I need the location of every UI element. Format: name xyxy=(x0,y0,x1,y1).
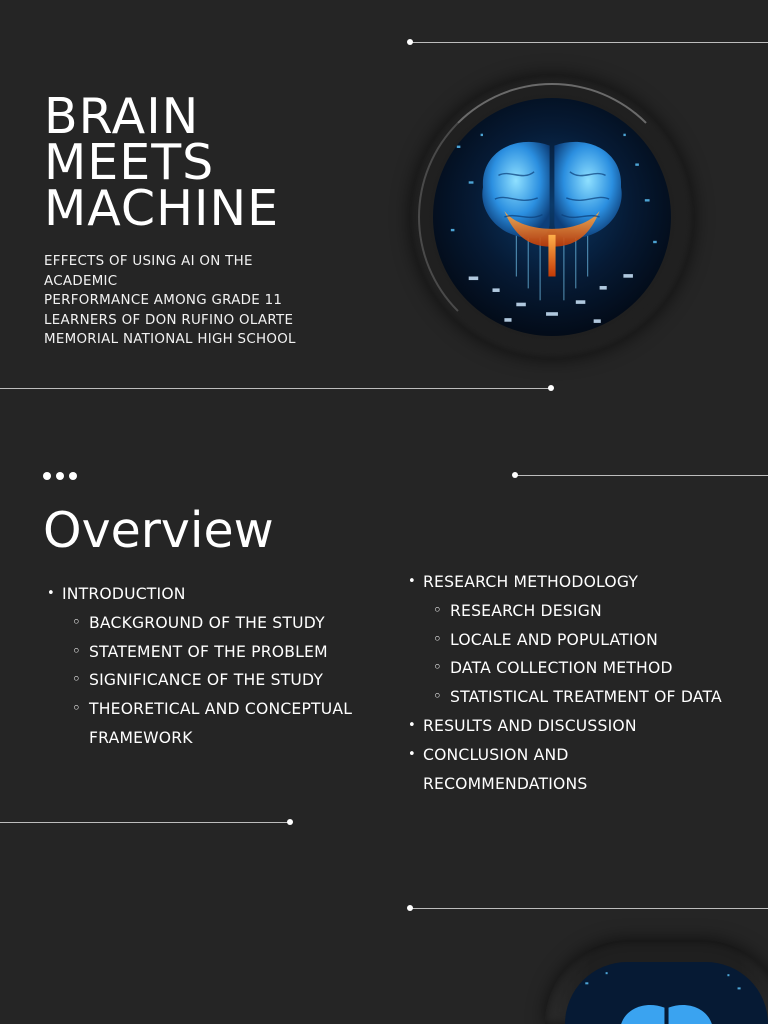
ellipsis-icon xyxy=(43,472,77,480)
subtitle-line: ACADEMIC xyxy=(44,273,118,289)
divider-mid-left xyxy=(0,388,551,389)
list-item xyxy=(44,666,384,695)
divider-dot xyxy=(287,819,293,825)
brain-circuit-image xyxy=(433,98,671,336)
list-item xyxy=(44,580,384,609)
divider-overview-right xyxy=(515,475,768,476)
list-item-text: RESEARCH METHODOLOGY xyxy=(423,573,639,591)
divider-lower-left xyxy=(0,822,290,823)
list-item-text-cont: RECOMMENDATIONS xyxy=(423,774,588,793)
overview-heading: Overview xyxy=(43,502,274,559)
list-item xyxy=(44,695,384,753)
overview-list-right xyxy=(405,568,750,798)
title-line: MACHINE xyxy=(44,180,280,237)
list-item xyxy=(405,712,750,741)
list-item-text: BACKGROUND OF THE STUDY xyxy=(89,613,325,632)
list-item xyxy=(405,654,750,683)
page-title xyxy=(44,88,280,237)
divider-top-right xyxy=(410,42,768,43)
list-item-text: ◦ THEORETICAL AND CONCEPTUAL xyxy=(89,700,353,719)
title-line: BRAIN xyxy=(44,88,200,145)
list-item xyxy=(405,626,750,655)
subtitle-line: PERFORMANCE AMONG GRADE 11 xyxy=(44,293,283,309)
list-item-text: STATISTICAL TREATMENT OF DATA xyxy=(450,688,722,707)
brain-circuit-image xyxy=(565,962,768,1024)
subtitle-line: LEARNERS OF DON RUFINO OLARTE xyxy=(44,312,294,328)
subtitle-line: EFFECTS OF USING AI ON THE xyxy=(44,254,253,269)
subtitle xyxy=(44,252,324,350)
brain-icon xyxy=(565,962,768,1024)
list-item-text: INTRODUCTION xyxy=(62,585,186,603)
list-item xyxy=(405,683,750,712)
divider-dot xyxy=(512,472,518,478)
title-line: MEETS xyxy=(44,134,215,191)
list-item xyxy=(405,568,750,597)
list-item-text: SIGNIFICANCE OF THE STUDY xyxy=(89,671,324,690)
list-item xyxy=(405,741,750,799)
list-item-text: RESULTS AND DISCUSSION xyxy=(423,716,637,735)
divider-dot xyxy=(548,385,554,391)
list-item-text: LOCALE AND POPULATION xyxy=(450,630,659,649)
brain-icon xyxy=(433,98,671,336)
subtitle-line: MEMORIAL NATIONAL HIGH SCHOOL xyxy=(44,332,296,348)
list-item xyxy=(44,609,384,638)
divider-dot xyxy=(407,39,413,45)
divider-dot xyxy=(407,905,413,911)
list-item-text: STATEMENT OF THE PROBLEM xyxy=(89,642,328,661)
list-item-text: RESEARCH DESIGN xyxy=(450,601,602,620)
list-item xyxy=(405,597,750,626)
divider-bottom-right xyxy=(410,908,768,909)
list-item-text: • CONCLUSION AND xyxy=(423,745,569,764)
overview-list-left xyxy=(44,580,384,753)
list-item-text: DATA COLLECTION METHOD xyxy=(450,659,673,678)
list-item-text-cont: FRAMEWORK xyxy=(89,728,193,747)
list-item xyxy=(44,638,384,667)
